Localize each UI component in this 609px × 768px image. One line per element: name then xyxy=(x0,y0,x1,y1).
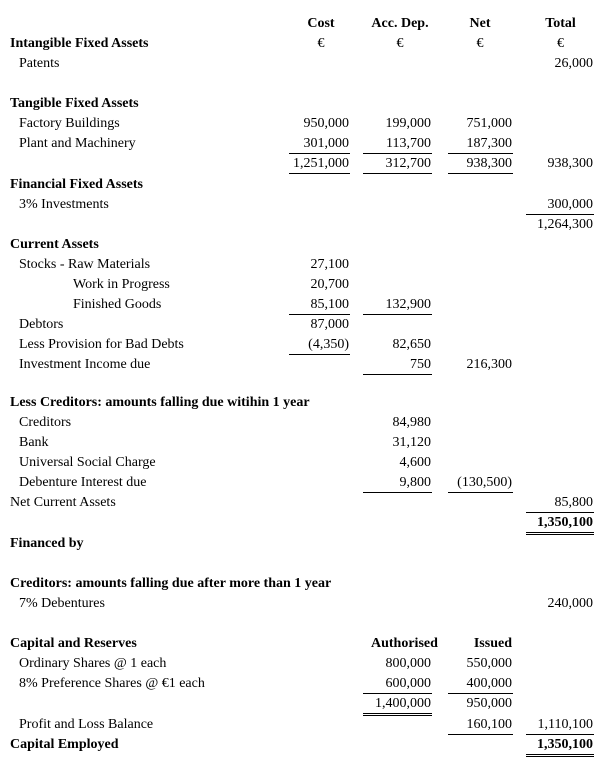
divider xyxy=(289,314,350,315)
factory-net: 751,000 xyxy=(466,116,512,131)
tangible-cost-total: 1,251,000 xyxy=(293,156,349,171)
current-assets-title: Current Assets xyxy=(10,237,99,252)
divider xyxy=(526,214,594,215)
reserves-total: 1,110,100 xyxy=(537,717,593,732)
long-creditors-title: Creditors: amounts falling due after more than 1 year xyxy=(10,576,332,591)
divider xyxy=(448,173,513,174)
divider xyxy=(526,534,594,535)
creditors-value: 84,980 xyxy=(392,415,431,430)
provision-label: Less Provision for Bad Debts xyxy=(19,337,184,352)
divider xyxy=(448,734,513,735)
stock-total: 132,900 xyxy=(385,297,431,312)
profit-loss-value: 160,100 xyxy=(466,717,512,732)
divider xyxy=(526,734,594,735)
divider xyxy=(526,532,594,533)
debenture-interest-label: Debenture Interest due xyxy=(19,475,147,490)
total-currency: € xyxy=(557,36,564,51)
divider xyxy=(363,374,432,375)
investment-income-label: Investment Income due xyxy=(19,357,151,372)
divider xyxy=(289,173,350,174)
total-header: Total xyxy=(545,16,576,31)
bank-label: Bank xyxy=(19,435,49,450)
intangible-title: Intangible Fixed Assets xyxy=(10,36,149,51)
investments-label: 3% Investments xyxy=(19,197,109,212)
debentures-value: 240,000 xyxy=(547,596,593,611)
plant-dep: 113,700 xyxy=(386,136,431,151)
profit-loss-label: Profit and Loss Balance xyxy=(19,717,154,732)
tangible-dep-total: 312,700 xyxy=(385,156,431,171)
issued-header: Issued xyxy=(473,636,512,651)
fixed-assets-subtotal: 1,264,300 xyxy=(537,217,593,232)
factory-label: Factory Buildings xyxy=(19,116,120,131)
preference-shares-label: 8% Preference Shares @ €1 each xyxy=(19,676,205,691)
finished-goods-value: 85,100 xyxy=(310,297,349,312)
divider xyxy=(289,354,350,355)
wip-label: Work in Progress xyxy=(73,277,170,292)
preference-issued: 400,000 xyxy=(466,676,512,691)
debentures-label: 7% Debentures xyxy=(19,596,105,611)
capital-employed-label: Capital Employed xyxy=(10,737,119,752)
tangible-title: Tangible Fixed Assets xyxy=(10,96,139,111)
net-currency: € xyxy=(476,36,484,51)
wip-value: 20,700 xyxy=(310,277,349,292)
net-debtors: 82,650 xyxy=(392,337,431,352)
short-creditors-title: Less Creditors: amounts falling due witihin 1 year xyxy=(10,395,310,410)
divider xyxy=(363,173,432,174)
capital-title: Capital and Reserves xyxy=(10,636,137,651)
capital-employed-total: 1,350,100 xyxy=(537,737,593,752)
debtors-label: Debtors xyxy=(19,317,64,332)
debtors-value: 87,000 xyxy=(310,317,349,332)
plant-net: 187,300 xyxy=(466,136,512,151)
patents-total: 26,000 xyxy=(554,56,593,71)
divider xyxy=(526,756,594,757)
divider xyxy=(448,492,513,493)
ordinary-authorised: 800,000 xyxy=(385,656,431,671)
divider xyxy=(363,713,432,714)
tangible-net-total: 938,300 xyxy=(466,156,512,171)
divider xyxy=(363,693,432,694)
divider xyxy=(289,153,350,154)
plant-label: Plant and Machinery xyxy=(19,136,136,151)
financed-by-title: Financed by xyxy=(10,536,84,551)
divider xyxy=(526,512,594,513)
current-assets-total: 216,300 xyxy=(466,357,512,372)
factory-cost: 950,000 xyxy=(303,116,349,131)
cost-header: Cost xyxy=(307,16,335,31)
usc-label: Universal Social Charge xyxy=(19,455,156,470)
net-current-assets-value: 85,800 xyxy=(554,495,593,510)
raw-materials-label: Stocks - Raw Materials xyxy=(19,257,151,272)
cost-currency: € xyxy=(317,36,325,51)
divider xyxy=(363,314,432,315)
divider xyxy=(526,754,594,755)
provision-value: (4,350) xyxy=(308,337,349,352)
divider xyxy=(448,693,513,694)
issued-total: 950,000 xyxy=(466,696,512,711)
usc-value: 4,600 xyxy=(399,455,431,470)
acc-dep-currency: € xyxy=(396,36,404,51)
patents-label: Patents xyxy=(19,56,60,71)
ordinary-issued: 550,000 xyxy=(466,656,512,671)
net-assets-total: 1,350,100 xyxy=(537,515,593,530)
finished-goods-label: Finished Goods xyxy=(73,297,162,312)
divider xyxy=(363,715,432,716)
net-header: Net xyxy=(469,16,491,31)
raw-materials-value: 27,100 xyxy=(310,257,349,272)
short-creditors-total: (130,500) xyxy=(457,475,512,490)
preference-authorised: 600,000 xyxy=(385,676,431,691)
investments-total: 300,000 xyxy=(547,197,593,212)
creditors-label: Creditors xyxy=(19,415,72,430)
divider xyxy=(363,153,432,154)
bank-value: 31,120 xyxy=(392,435,431,450)
financial-title: Financial Fixed Assets xyxy=(10,177,144,192)
debenture-interest-value: 9,800 xyxy=(399,475,431,490)
ordinary-shares-label: Ordinary Shares @ 1 each xyxy=(19,656,167,671)
tangible-total: 938,300 xyxy=(547,156,593,171)
authorised-header: Authorised xyxy=(371,636,438,651)
plant-cost: 301,000 xyxy=(303,136,349,151)
divider xyxy=(363,492,432,493)
authorised-total: 1,400,000 xyxy=(375,696,431,711)
factory-dep: 199,000 xyxy=(385,116,431,131)
net-current-assets-label: Net Current Assets xyxy=(10,495,116,510)
acc-dep-header: Acc. Dep. xyxy=(371,16,429,31)
divider xyxy=(448,153,513,154)
investment-income-value: 750 xyxy=(410,357,431,372)
